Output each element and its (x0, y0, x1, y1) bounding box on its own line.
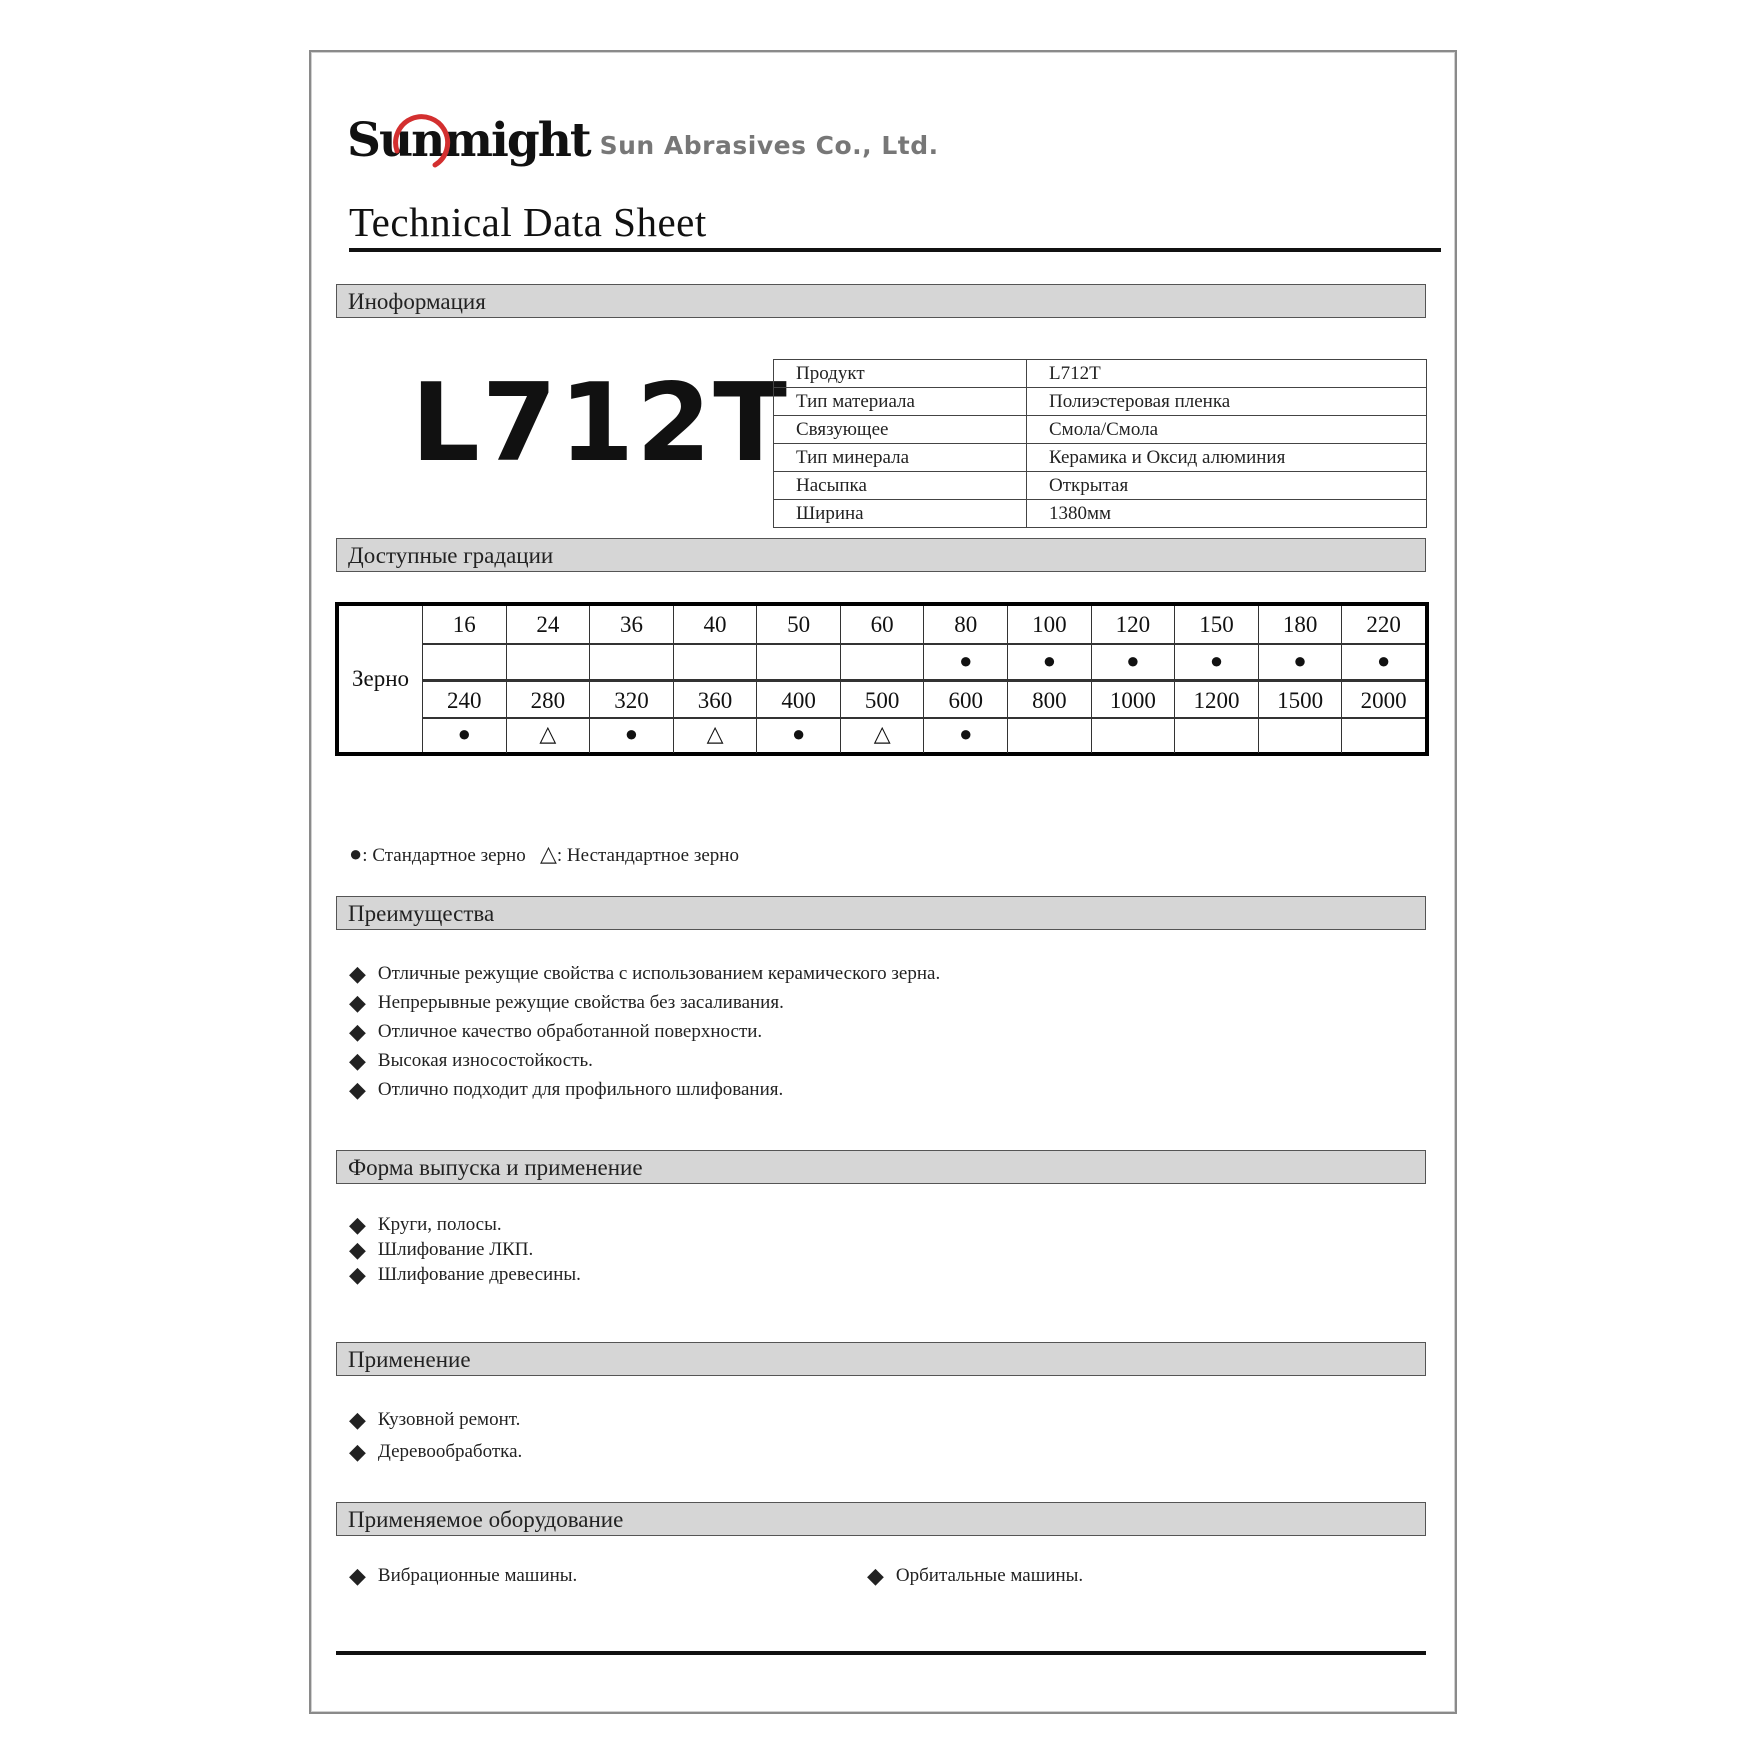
list-item (349, 1565, 577, 1587)
list-item (349, 1404, 522, 1436)
grit-value: 1200 (1174, 682, 1258, 719)
list-item-text: Шлифование ЛКП. (377, 1238, 534, 1260)
grit-availability-mark: ● (1007, 643, 1091, 680)
grit-legend (349, 841, 739, 867)
page-title: Technical Data Sheet (349, 199, 707, 245)
grit-availability-mark (1341, 716, 1425, 753)
list-item-text: Кузовной ремонт. (377, 1409, 521, 1430)
diamond-bullet-icon: ◆ (349, 1211, 366, 1237)
section-header-info: Иноформация (336, 284, 1426, 318)
diamond-bullet-icon: ◆ (349, 1018, 366, 1044)
diamond-bullet-icon: ◆ (867, 1563, 884, 1588)
grit-row-1-numbers (423, 606, 1425, 643)
standard-grit-label: : Стандартное зерно (362, 845, 526, 866)
grit-row-1-marks (423, 643, 1425, 680)
grit-value: 16 (452, 612, 476, 637)
section-header-equipment: Применяемое оборудование (336, 1502, 1426, 1536)
grit-row-2-numbers (423, 682, 1425, 719)
brand-name (347, 113, 590, 168)
grit-availability-mark: △ (673, 716, 757, 753)
grit-value: 100 (1007, 606, 1091, 643)
nonstandard-grit-icon: △ (539, 841, 557, 866)
list-item (349, 1237, 581, 1262)
list-item-text: Шлифование древесины. (377, 1263, 581, 1285)
diamond-bullet-icon: ◆ (349, 960, 366, 986)
section-header-applications: Применение (336, 1342, 1426, 1376)
applications-list (349, 1404, 522, 1468)
grit-availability-mark (1007, 716, 1091, 753)
info-value: Полиэстеровая пленка (1027, 388, 1427, 416)
list-item (349, 959, 940, 988)
grit-value: 800 (1007, 682, 1091, 719)
grit-value: 120 (1091, 606, 1175, 643)
info-row (774, 360, 1427, 388)
grit-value: 2000 (1341, 682, 1425, 719)
diamond-bullet-icon: ◆ (349, 1076, 366, 1102)
info-key: Тип минерала (774, 444, 1027, 472)
grit-value: 1500 (1258, 682, 1342, 719)
grit-value: 360 (673, 682, 757, 719)
diamond-bullet-icon: ◆ (349, 989, 366, 1015)
grit-availability-mark: ● (756, 716, 840, 753)
grit-value: 60 (840, 606, 924, 643)
list-item-text: Орбитальные машины. (895, 1565, 1084, 1586)
grit-availability-mark (423, 643, 506, 680)
info-value: 1380мм (1027, 500, 1427, 528)
grit-availability-mark: ● (923, 643, 1007, 680)
grit-value: 400 (756, 682, 840, 719)
info-value: Керамика и Оксид алюминия (1027, 444, 1427, 472)
grit-availability-mark (1174, 716, 1258, 753)
list-item-text: Отлично подходит для профильного шлифования. (377, 1078, 784, 1100)
diamond-bullet-icon: ◆ (349, 1261, 366, 1287)
list-item (867, 1565, 1083, 1587)
section-header-advantages: Преимущества (336, 896, 1426, 930)
grit-availability-mark: ● (589, 716, 673, 753)
info-row (774, 388, 1427, 416)
forms-list (349, 1212, 581, 1287)
list-item (349, 1075, 940, 1104)
info-key: Связующее (774, 416, 1027, 444)
grit-value: 40 (673, 606, 757, 643)
info-key: Ширина (774, 500, 1027, 528)
grit-availability-mark (673, 643, 757, 680)
info-row (774, 472, 1427, 500)
nonstandard-grit-label: : Нестандартное зерно (556, 845, 739, 866)
grit-availability-mark (756, 643, 840, 680)
grit-value: 180 (1258, 606, 1342, 643)
grit-availability-mark: ● (1174, 643, 1258, 680)
grit-grid (423, 606, 1425, 752)
grit-availability-mark: △ (506, 716, 590, 753)
bottom-divider (336, 1651, 1426, 1655)
product-info-table (773, 359, 1427, 528)
list-item-text: Вибрационные машины. (377, 1565, 578, 1586)
grit-value: 80 (923, 606, 1007, 643)
info-key: Продукт (774, 360, 1027, 388)
info-row (774, 500, 1427, 528)
grit-availability-mark: ● (1341, 643, 1425, 680)
grit-value: 600 (923, 682, 1007, 719)
grit-availability-mark: △ (840, 716, 924, 753)
grit-availability-mark (840, 643, 924, 680)
diamond-bullet-icon: ◆ (349, 1407, 366, 1432)
diamond-bullet-icon: ◆ (349, 1236, 366, 1262)
diamond-bullet-icon: ◆ (349, 1563, 366, 1588)
data-sheet-page (309, 50, 1457, 1714)
grit-availability-mark (589, 643, 673, 680)
diamond-bullet-icon: ◆ (349, 1439, 366, 1464)
grit-value: 240 (447, 688, 482, 713)
title-divider (349, 248, 1441, 252)
grit-value: 24 (506, 606, 590, 643)
info-key: Насыпка (774, 472, 1027, 500)
info-value: Открытая (1027, 472, 1427, 500)
section-header-forms: Форма выпуска и применение (336, 1150, 1426, 1184)
diamond-bullet-icon: ◆ (349, 1047, 366, 1073)
list-item (349, 1262, 581, 1287)
info-row (774, 444, 1427, 472)
list-item-text: Деревообработка. (377, 1441, 523, 1462)
brand-text: Sunmight (347, 113, 590, 168)
grit-table (335, 602, 1429, 756)
list-item-text: Отличные режущие свойства с использованием керамического зерна. (377, 962, 941, 984)
grit-value: 50 (756, 606, 840, 643)
list-item (349, 1436, 522, 1468)
info-key: Тип материала (774, 388, 1027, 416)
info-value: Смола/Смола (1027, 416, 1427, 444)
grit-availability-mark: ● (457, 721, 471, 746)
product-code-large: L712T (411, 361, 789, 486)
grit-value: 150 (1174, 606, 1258, 643)
grit-availability-mark: ● (1091, 643, 1175, 680)
list-item-text: Отличное качество обработанной поверхности. (377, 1020, 763, 1042)
grit-availability-mark (1258, 716, 1342, 753)
grit-availability-mark: ● (923, 716, 1007, 753)
standard-grit-icon: ● (349, 841, 363, 866)
advantages-list (349, 959, 940, 1104)
list-item-text: Высокая износостойкость. (377, 1049, 593, 1071)
list-item-text: Непрерывные режущие свойства без засаливания. (377, 991, 784, 1013)
list-item (349, 988, 940, 1017)
grit-value: 500 (840, 682, 924, 719)
list-item (349, 1212, 581, 1237)
grit-availability-mark (1091, 716, 1175, 753)
grit-value: 1000 (1091, 682, 1175, 719)
info-value: L712T (1027, 360, 1427, 388)
list-item (349, 1046, 940, 1075)
grit-value: 280 (506, 682, 590, 719)
grit-value: 320 (589, 682, 673, 719)
company-logo (347, 94, 939, 168)
grit-value: 36 (589, 606, 673, 643)
grit-value: 220 (1341, 606, 1425, 643)
company-name: Sun Abrasives Co., Ltd. (599, 131, 939, 160)
list-item-text: Круги, полосы. (377, 1213, 502, 1235)
grit-availability-mark (506, 643, 590, 680)
grit-row-2-marks (423, 716, 1425, 753)
info-row (774, 416, 1427, 444)
section-header-grades: Доступные градации (336, 538, 1426, 572)
list-item (349, 1017, 940, 1046)
grit-availability-mark: ● (1258, 643, 1342, 680)
sun-arc-icon (387, 107, 451, 171)
grit-row-label: Зерно (339, 606, 423, 752)
